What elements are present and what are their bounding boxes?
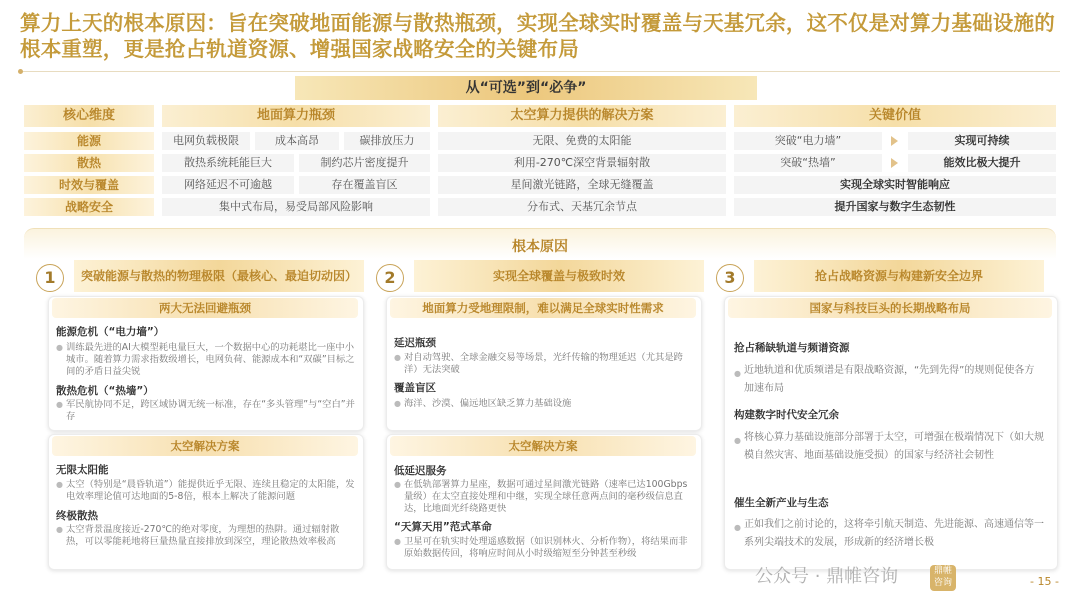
space-cell: 无限、免费的太阳能 [438, 132, 726, 150]
panel-heading: 两大无法回避瓶颈 [52, 298, 358, 318]
value-cell: 实现全球实时智能响应 [734, 176, 1056, 194]
arrow-right-icon [891, 136, 898, 146]
bullet-text: ● 卫星可在轨实时处理遥感数据（如识别林火、分析作物），将结果而非原始数据传回，将响应时间从小时级缩短至分钟甚至秒级 [404, 536, 694, 560]
subheading: 延迟瓶颈 [394, 337, 436, 349]
space-cell: 星间激光链路，全球无缝覆盖 [438, 176, 726, 194]
value-cell: 突破“电力墙” [734, 132, 882, 150]
space-cell: 利用-270℃深空背景辐射散 [438, 154, 726, 172]
subheading: 构建数字时代安全冗余 [734, 409, 839, 421]
subheading: 能源危机（“电力墙”） [56, 326, 165, 338]
header-ground: 地面算力瓶颈 [162, 105, 430, 127]
ground-cell: 电网负载极限 [162, 132, 250, 150]
subheading: 催生全新产业与生态 [734, 497, 829, 509]
ground-cell: 网络延迟不可逾越 [162, 176, 294, 194]
row-label-energy: 能源 [24, 132, 154, 150]
bullet-text: ● 训练最先进的AI大模型耗电量巨大，一个数据中心的功耗堪比一座中小城市。随着算力需求指数级增长，电网负荷、能源成本和“双碳”目标之间的矛盾日益尖锐 [66, 342, 356, 378]
ground-cell: 存在覆盖盲区 [299, 176, 430, 194]
bullet-text: ● 太空（特别是“晨昏轨道”）能提供近乎无限、连续且稳定的太阳能，发电效率理论值可达地面的5-8倍，根本上解决了能源问题 [66, 479, 356, 503]
subheading: “天算天用”范式革命 [394, 521, 492, 533]
panel-heading: 太空解决方案 [390, 436, 696, 456]
bullet-text: ● 近地轨道和优质频谱是有限战略资源，“先到先得”的规则促使各方加速布局 [744, 362, 1044, 398]
page-title: 算力上天的根本原因：旨在突破地面能源与散热瓶颈，实现全球实时覆盖与天基冗余，这不仅是对算力基础设施的根本重塑，更是抢占轨道资源、增强国家战略安全的关键布局 [20, 11, 1055, 61]
ground-cell: 散热系统耗能巨大 [162, 154, 294, 172]
panel-heading: 国家与科技巨头的长期战略布局 [728, 298, 1052, 318]
column-heading: 突破能源与散热的物理极限（最核心、最迫切动因） [74, 260, 364, 292]
subheading: 抢占稀缺轨道与频谱资源 [734, 342, 850, 354]
subheading: 散热危机（“热墙”） [56, 385, 154, 397]
header-space: 太空算力提供的解决方案 [438, 105, 726, 127]
panel-heading: 太空解决方案 [52, 436, 358, 456]
bullet-text: ● 海洋、沙漠、偏远地区缺乏算力基础设施 [404, 398, 694, 410]
subheading: 终极散热 [56, 510, 98, 522]
value-cell: 提升国家与数字生态韧性 [734, 198, 1056, 216]
value-cell: 实现可持续 [908, 132, 1056, 150]
number-badge: 1 [36, 264, 64, 292]
bullet-text: ● 将核心算力基础设施部分部署于太空，可增强在极端情况下（如大规模自然灾害、地面基础设施受损）的国家与经济社会韧性 [744, 429, 1044, 465]
ground-cell: 制约芯片密度提升 [299, 154, 430, 172]
root-cause-title: 根本原因 [512, 239, 568, 255]
row-label-security: 战略安全 [24, 198, 154, 216]
page-number: - 15 - [1030, 575, 1059, 588]
arrow-right-icon [891, 158, 898, 168]
column-heading: 实现全球覆盖与极致时效 [414, 260, 704, 292]
ground-cell: 成本高昂 [255, 132, 339, 150]
row-label-timeliness: 时效与覆盖 [24, 176, 154, 194]
brand-logo-icon: 鼎帷咨询 [930, 565, 956, 591]
bullet-text: ● 太空背景温度接近-270℃的绝对零度，为理想的热阱。通过辐射散热，可以零能耗地将巨量热量直接排放到深空，理论散热效率极高 [66, 524, 356, 548]
ground-cell: 集中式布局，易受局部风险影响 [162, 198, 430, 216]
bullet-text: ● 在低轨部署算力星座，数据可通过星间激光链路（速率已达100Gbps量级）在太空直接处理和中继，实现全球任意两点间的毫秒级信息直达，比地面光纤绕路更快 [404, 479, 694, 515]
bullet-text: ● 军民航协同不足，跨区域协调无统一标准，存在“多头管理”与“空白”并存 [66, 399, 356, 423]
value-cell: 突破“热墙” [734, 154, 882, 172]
divider-dot [18, 69, 23, 74]
column-heading: 抢占战略资源与构建新安全边界 [754, 260, 1044, 292]
bullet-text: ● 对自动驾驶、全球金融交易等场景，光纤传输的物理延迟（尤其是跨洋）无法突破 [404, 352, 694, 376]
title-divider [20, 71, 1060, 72]
banner: 从“可选”到“必争” [295, 76, 757, 100]
bullet-text: ● 正如我们之前讨论的，这将牵引航天制造、先进能源、高速通信等一系列尖端技术的发展，形成新的经济增长极 [744, 516, 1044, 552]
value-cell: 能效比极大提升 [908, 154, 1056, 172]
panel-heading: 地面算力受地理限制，难以满足全球实时性需求 [390, 298, 696, 318]
number-badge: 2 [376, 264, 404, 292]
subheading: 覆盖盲区 [394, 382, 436, 394]
watermark: 公众号 · 鼎帷咨询 [755, 566, 899, 587]
row-label-cooling: 散热 [24, 154, 154, 172]
number-badge: 3 [716, 264, 744, 292]
space-cell: 分布式、天基冗余节点 [438, 198, 726, 216]
header-value: 关键价值 [734, 105, 1056, 127]
subheading: 无限太阳能 [56, 464, 109, 476]
ground-cell: 碳排放压力 [344, 132, 430, 150]
header-dimension: 核心维度 [24, 105, 154, 127]
subheading: 低延迟服务 [394, 465, 447, 477]
